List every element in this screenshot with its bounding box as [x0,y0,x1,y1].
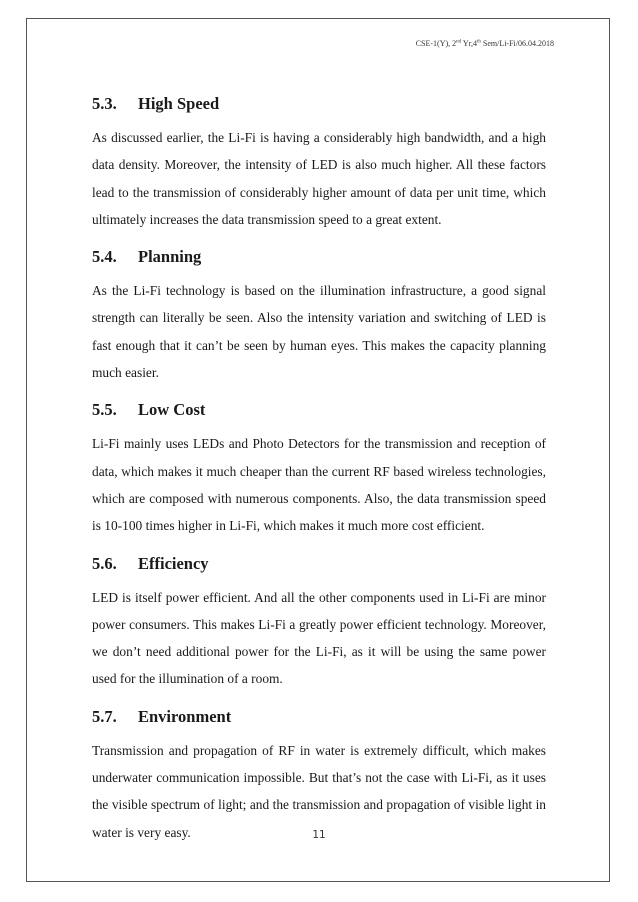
section-low-cost [92,396,546,539]
section-high-speed [92,90,546,233]
section-efficiency [92,550,546,693]
section-heading: 5.6. Efficiency [92,553,209,573]
section-paragraph: As the Li-Fi technology is based on the illumination infrastructure, a good signal strength can literally be seen. Also the intensity variation and switching of LED is fast enough that it can’t be seen by human eyes. This makes the capacity planning much easier. [92,283,546,381]
page-content [92,90,546,856]
section-paragraph: Li-Fi mainly uses LEDs and Photo Detectors for the transmission and reception of data, which makes it much cheaper than the current RF based wireless technologies, which are composed with numerous components. Also, the data transmission speed is 10-100 times higher in Li-Fi, which makes it much more cost efficient. [92,436,546,534]
section-planning [92,243,546,386]
section-environment [92,703,546,846]
page-number: 11 [312,829,326,841]
section-paragraph: LED is itself power efficient. And all the other components used in Li-Fi are minor power consumers. This makes Li-Fi a greatly power efficient technology. Moreover, we don’t need additional power for the Li-Fi, as it will be using the same power used for the illumination of a room. [92,589,546,687]
section-heading: 5.3. High Speed [92,94,220,113]
running-header: CSE-1(Y), 2nd Yr,4th Sem/Li-Fi/06.04.2018 [415,39,554,48]
section-paragraph: As discussed earlier, the Li-Fi is having a considerably high bandwidth, and a high data density. Moreover, the intensity of LED is also much higher. All these factors lead to the transmission of considerably higher amount of data per unit time, which ultimately increases the data transmission speed to a great extent. [92,130,546,227]
section-heading: 5.5. Low Cost [92,400,206,420]
section-paragraph: Transmission and propagation of RF in water is extremely difficult, which makes underwater communication impossible. But that’s not the case with Li-Fi, as it uses the visible spectrum of light; and the transmission and propagation of visible light in water is very easy. [92,742,546,840]
section-heading: 5.4. Planning [92,247,202,267]
section-heading: 5.7. Environment [92,706,232,726]
